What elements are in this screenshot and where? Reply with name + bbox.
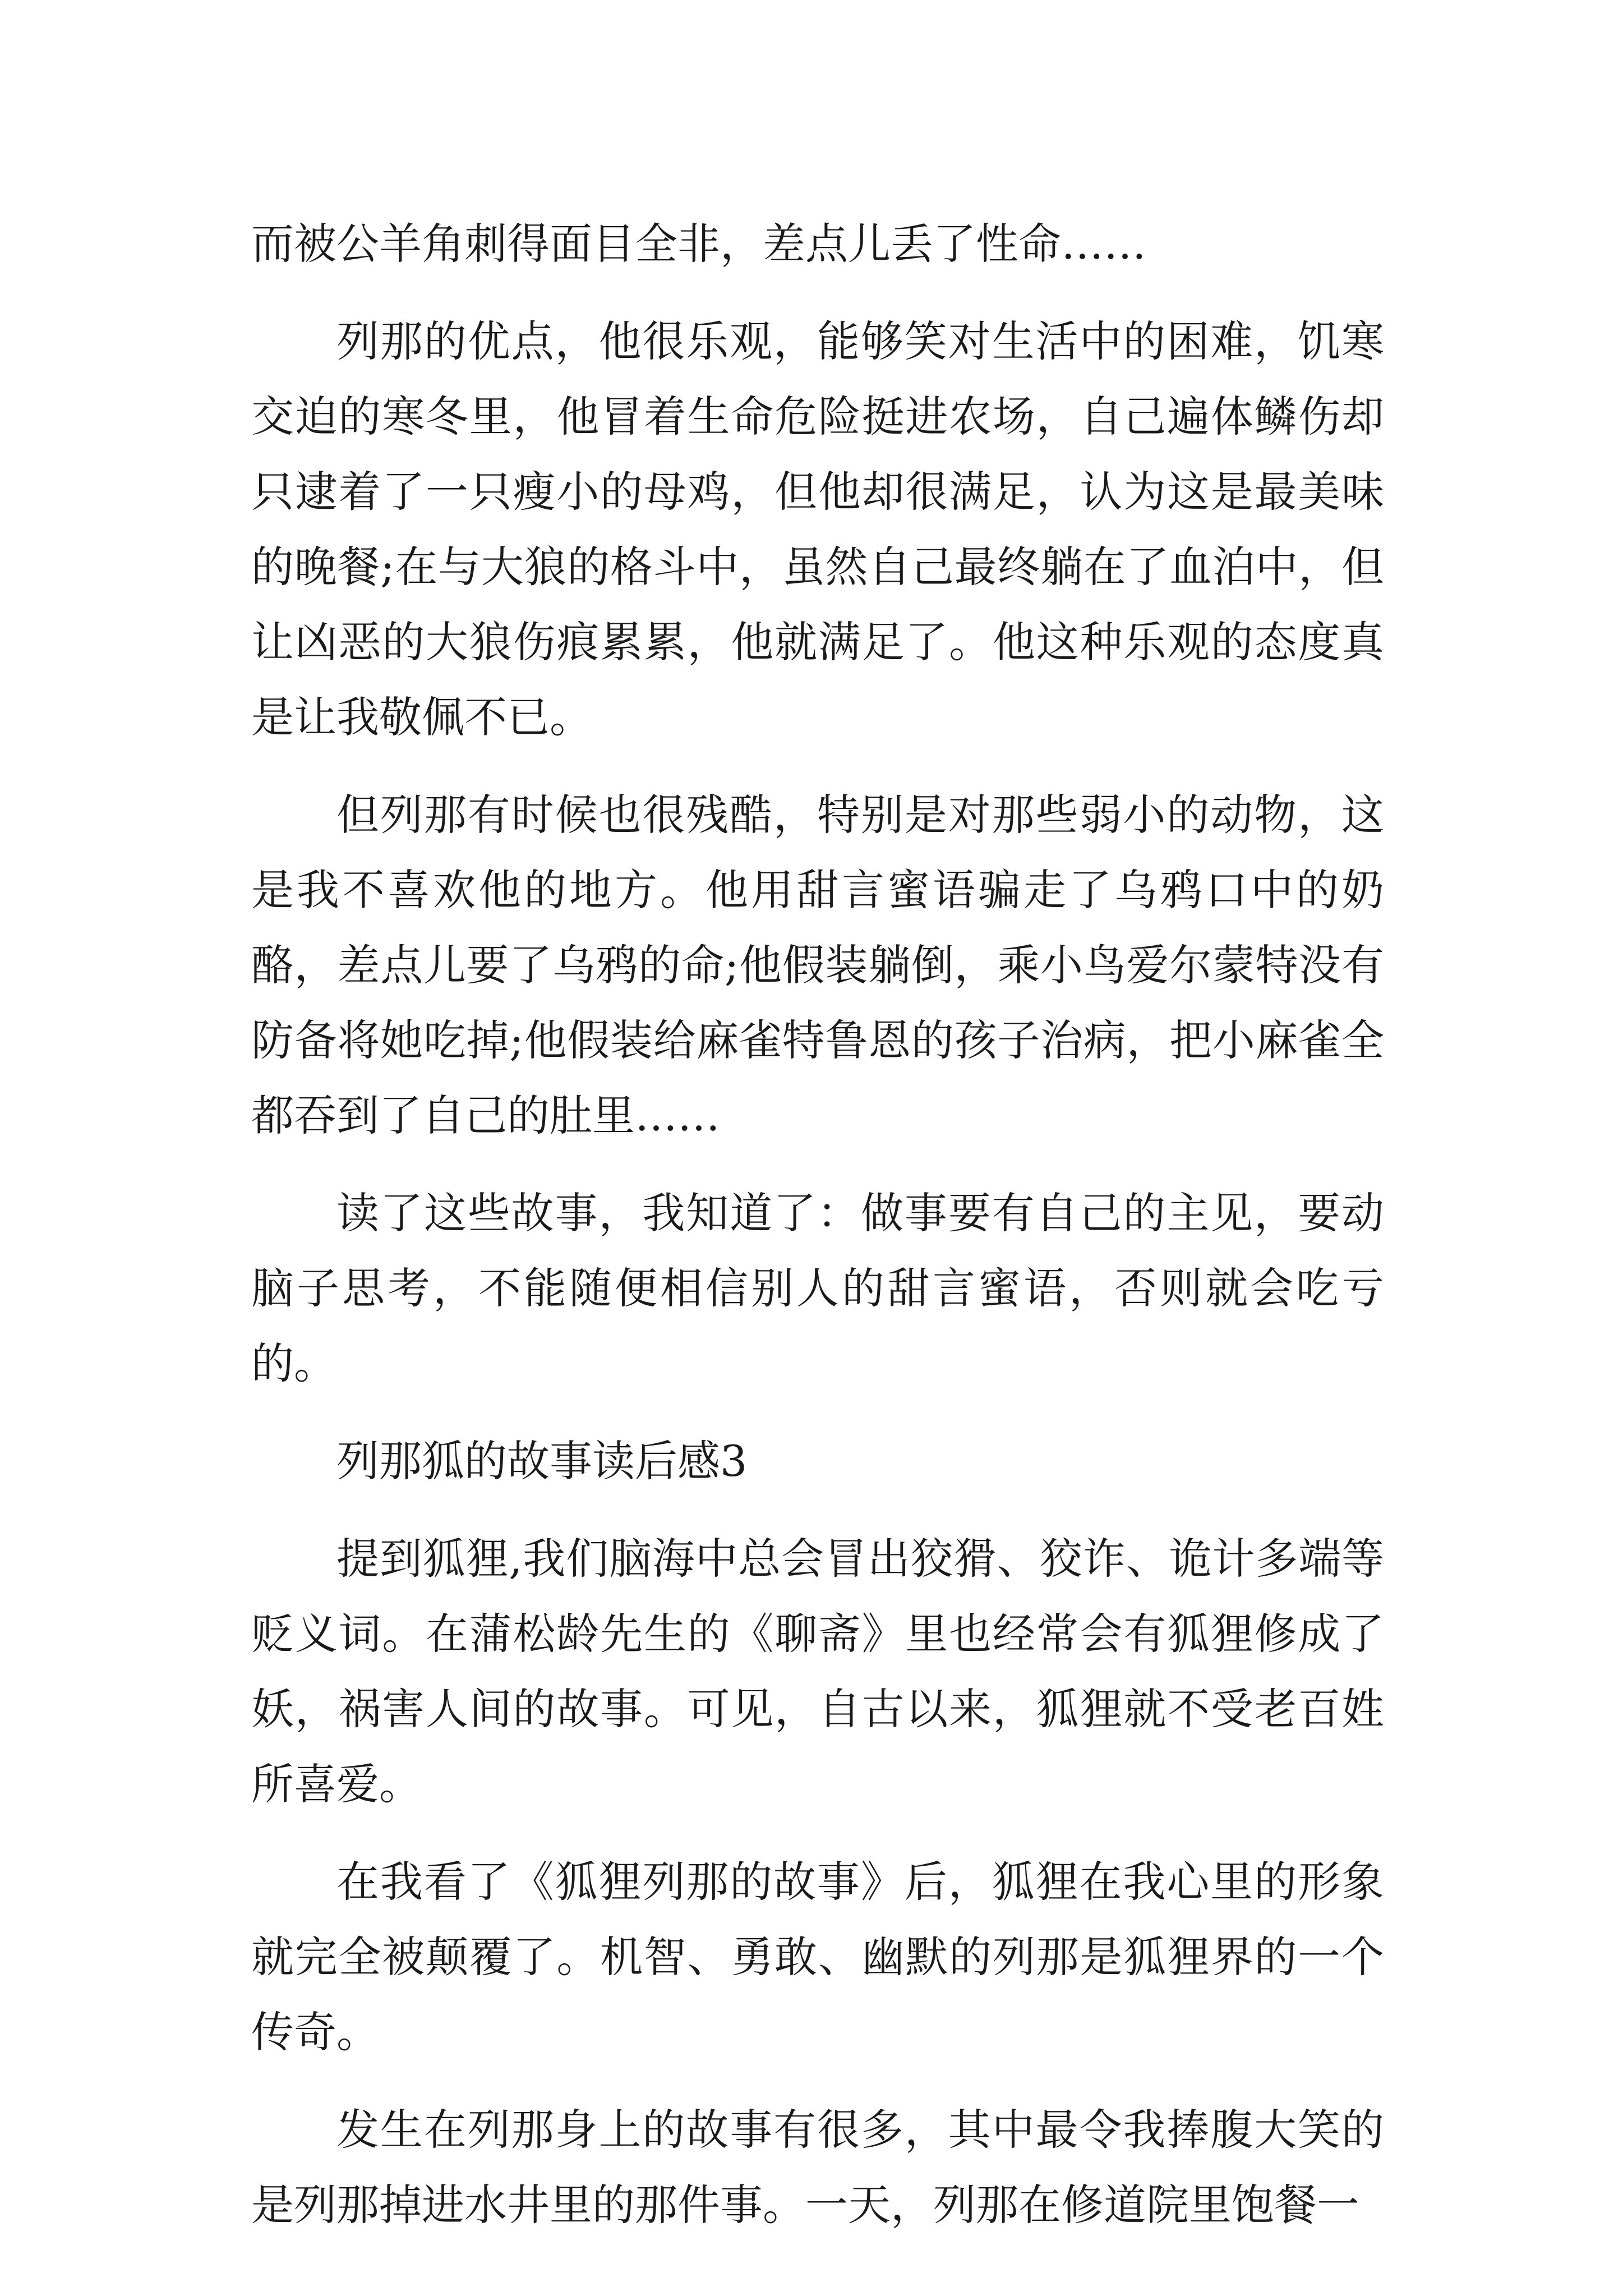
paragraph: 在我看了《狐狸列那的故事》后，狐狸在我心里的形象就完全被颠覆了。机智、勇敢、幽默的列那是狐狸界的一个传奇。 <box>251 1857 1384 2057</box>
paragraph: 但列那有时候也很残酷，特别是对那些弱小的动物，这是我不喜欢他的地方。他用甜言蜜语骗走了乌鸦口中的奶酪，差点儿要了乌鸦的命;他假装躺倒，乘小鸟爱尔蒙特没有防备将她吃掉;他假装给麻雀特鲁恩的孩子治病，把小麻雀全都吞到了自己的肚里…… <box>251 790 1384 1140</box>
paragraph: 列那的优点，他很乐观，能够笑对生活中的困难，饥寒交迫的寒冬里，他冒着生命危险挺进农场，自己遍体鳞伤却只逮着了一只瘦小的母鸡，但他却很满足，认为这是最美味的晚餐;在与大狼的格斗中，虽然自己最终躺在了血泊中，但让凶恶的大狼伤痕累累，他就满足了。他这种乐观的态度真是让我敬佩不已。 <box>251 316 1384 742</box>
section-heading: 列那狐的故事读后感3 <box>336 1436 748 1486</box>
paragraph: 而被公羊角刺得面目全非，差点儿丢了性命…… <box>251 219 1146 269</box>
paragraph: 提到狐狸,我们脑海中总会冒出狡猾、狡诈、诡计多端等贬义词。在蒲松龄先生的《聊斋》里也经常会有狐狸修成了妖，祸害人间的故事。可见，自古以来，狐狸就不受老百姓所喜爱。 <box>251 1534 1384 1809</box>
paragraph: 读了这些故事，我知道了：做事要有自己的主见，要动脑子思考，不能随便相信别人的甜言蜜语，否则就会吃亏的。 <box>251 1188 1384 1388</box>
paragraph: 发生在列那身上的故事有很多，其中最令我捧腹大笑的是列那掉进水井里的那件事。一天，列那在修道院里饱餐一 <box>251 2105 1384 2230</box>
document-body <box>251 206 1384 2265</box>
